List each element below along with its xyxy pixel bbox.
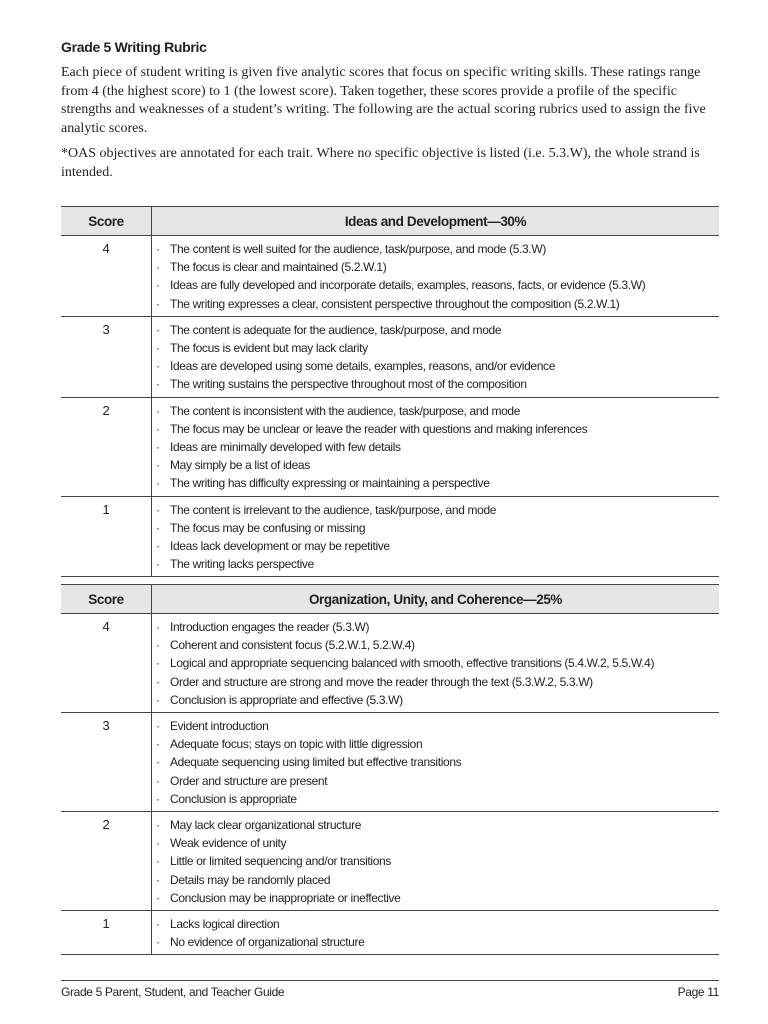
- rubric-row-score-1: [61, 911, 719, 955]
- criterion-text: May simply be a list of ideas: [170, 458, 310, 473]
- list-item: [156, 420, 719, 438]
- bullet-icon: ·: [156, 520, 160, 535]
- criteria-cell: [152, 496, 720, 577]
- criteria-cell: [152, 236, 720, 317]
- rubric-row-score-2: [61, 397, 719, 496]
- list-item: [156, 753, 719, 771]
- bullet-icon: ·: [156, 421, 160, 436]
- bullet-icon: ·: [156, 773, 160, 788]
- bullet-icon: ·: [156, 719, 160, 734]
- criteria-list: [156, 402, 719, 493]
- table-header-row: [61, 585, 719, 614]
- list-item: [156, 339, 719, 357]
- criteria-list: [156, 618, 719, 709]
- bullet-icon: ·: [156, 737, 160, 752]
- bullet-icon: ·: [156, 890, 160, 905]
- criterion-text: Lacks logical direction: [170, 917, 280, 932]
- rubric-table-body: [61, 614, 719, 955]
- list-item: [156, 654, 719, 672]
- rubric-row-score-3: [61, 316, 719, 397]
- bullet-icon: ·: [156, 322, 160, 337]
- score-column-header: Score: [61, 585, 152, 614]
- score-value: 1: [61, 911, 152, 955]
- bullet-icon: ·: [156, 656, 160, 671]
- list-item: [156, 402, 719, 420]
- list-item: [156, 790, 719, 808]
- bullet-icon: ·: [156, 403, 160, 418]
- criterion-text: Logical and appropriate sequencing balanced with smooth, effective transitions (5.4.W.2, 5.5.W.4): [170, 656, 655, 671]
- page-title: Grade 5 Writing Rubric: [61, 39, 207, 55]
- rubric-table-body: [61, 236, 719, 577]
- list-item: [156, 933, 719, 951]
- bullet-icon: ·: [156, 260, 160, 275]
- bullet-icon: ·: [156, 755, 160, 770]
- list-item: [156, 618, 719, 636]
- list-item: [156, 772, 719, 790]
- criterion-text: The writing sustains the perspective throughout most of the composition: [170, 377, 527, 392]
- list-item: [156, 438, 719, 456]
- bullet-icon: ·: [156, 476, 160, 491]
- bullet-icon: ·: [156, 377, 160, 392]
- criterion-text: Order and structure are strong and move the reader through the text (5.3.W.2, 5.3.W): [170, 674, 593, 689]
- footer-page-number: Page 11: [677, 985, 719, 999]
- criterion-text: Ideas are developed using some details, examples, reasons, and/or evidence: [170, 359, 556, 374]
- rubric-row-score-3: [61, 713, 719, 812]
- criterion-text: Ideas are minimally developed with few details: [170, 440, 401, 455]
- score-value: 2: [61, 812, 152, 911]
- bullet-icon: ·: [156, 278, 160, 293]
- criterion-text: Coherent and consistent focus (5.2.W.1, 5.2.W.4): [170, 638, 415, 653]
- list-item: [156, 717, 719, 735]
- oas-note: *OAS objectives are annotated for each trait. Where no specific objective is listed (i.e. 5.3.W), the whole strand is intended.: [61, 146, 700, 180]
- score-column-header: Score: [61, 207, 152, 236]
- bullet-icon: ·: [156, 638, 160, 653]
- criterion-text: Details may be randomly placed: [170, 872, 331, 887]
- score-value: 4: [61, 236, 152, 317]
- criteria-cell: [152, 713, 720, 812]
- criterion-text: The focus may be confusing or missing: [170, 520, 366, 535]
- table-header-row: [61, 207, 719, 236]
- criterion-text: Adequate focus; stays on topic with little digression: [170, 737, 423, 752]
- bullet-icon: ·: [156, 341, 160, 356]
- list-item: [156, 375, 719, 393]
- score-value: 3: [61, 316, 152, 397]
- criterion-text: The content is adequate for the audience, task/purpose, and mode: [170, 322, 502, 337]
- criterion-text: Order and structure are present: [170, 773, 328, 788]
- list-item: [156, 501, 719, 519]
- bullet-icon: ·: [156, 872, 160, 887]
- rubric-row-score-2: [61, 812, 719, 911]
- criteria-list: [156, 240, 719, 313]
- criteria-cell: [152, 316, 720, 397]
- ideas-development-rubric-table: [61, 206, 719, 577]
- criterion-text: Conclusion may be inappropriate or ineffective: [170, 890, 401, 905]
- bullet-icon: ·: [156, 242, 160, 256]
- criterion-text: The focus is clear and maintained (5.2.W.1): [170, 260, 387, 275]
- bullet-icon: ·: [156, 557, 160, 572]
- criterion-text: Weak evidence of unity: [170, 836, 287, 851]
- list-item: [156, 673, 719, 691]
- criterion-text: Conclusion is appropriate: [170, 791, 297, 806]
- criterion-text: The focus is evident but may lack clarity: [170, 341, 368, 356]
- criterion-text: The writing expresses a clear, consistent perspective throughout the composition (5.2.W.1): [170, 296, 620, 311]
- criterion-text: May lack clear organizational structure: [170, 818, 362, 833]
- list-item: [156, 519, 719, 537]
- criteria-cell: [152, 614, 720, 713]
- criteria-list: [156, 321, 719, 394]
- list-item: [156, 240, 719, 258]
- bullet-icon: ·: [156, 791, 160, 806]
- bullet-icon: ·: [156, 674, 160, 689]
- criterion-text: No evidence of organizational structure: [170, 935, 365, 950]
- criterion-text: The content is irrelevant to the audience, task/purpose, and mode: [170, 502, 497, 517]
- list-item: [156, 636, 719, 654]
- criterion-text: Ideas lack development or may be repetitive: [170, 539, 390, 554]
- list-item: [156, 852, 719, 870]
- intro-paragraph: Each piece of student writing is given five analytic scores that focus on specific writing skills. These ratings range from 4 (the highest score) to 1 (the lowest score). Taken together, these scores provide a profile of the specific strengths and weaknesses of a student’s writing. The following are the actual scoring rubrics used to assign the five analytic scores.: [61, 65, 706, 136]
- bullet-icon: ·: [156, 836, 160, 851]
- score-value: 3: [61, 713, 152, 812]
- criteria-list: [156, 717, 719, 808]
- criteria-list: [156, 816, 719, 907]
- list-item: [156, 357, 719, 375]
- criteria-cell: [152, 911, 720, 955]
- list-item: [156, 871, 719, 889]
- criterion-text: The content is inconsistent with the audience, task/purpose, and mode: [170, 403, 521, 418]
- bullet-icon: ·: [156, 854, 160, 869]
- bullet-icon: ·: [156, 502, 160, 517]
- trait-column-header: Organization, Unity, and Coherence—25%: [152, 585, 720, 614]
- criteria-cell: [152, 812, 720, 911]
- list-item: [156, 295, 719, 313]
- page-footer: [61, 980, 719, 999]
- bullet-icon: ·: [156, 539, 160, 554]
- criterion-text: The content is well suited for the audience, task/purpose, and mode (5.3.W): [170, 242, 546, 256]
- list-item: [156, 735, 719, 753]
- criterion-text: Conclusion is appropriate and effective (5.3.W): [170, 692, 403, 707]
- bullet-icon: ·: [156, 296, 160, 311]
- list-item: [156, 834, 719, 852]
- bullet-icon: ·: [156, 440, 160, 455]
- list-item: [156, 889, 719, 907]
- rubric-row-score-1: [61, 496, 719, 577]
- bullet-icon: ·: [156, 692, 160, 707]
- criterion-text: Introduction engages the reader (5.3.W): [170, 620, 370, 634]
- criteria-cell: [152, 397, 720, 496]
- footer-guide-title: Grade 5 Parent, Student, and Teacher Guide: [61, 985, 285, 999]
- score-value: 1: [61, 496, 152, 577]
- criterion-text: The focus may be unclear or leave the reader with questions and making inferences: [170, 421, 588, 436]
- list-item: [156, 474, 719, 492]
- criterion-text: Adequate sequencing using limited but effective transitions: [170, 755, 462, 770]
- organization-unity-coherence-rubric-table: [61, 584, 719, 955]
- list-item: [156, 691, 719, 709]
- list-item: [156, 537, 719, 555]
- trait-column-header: Ideas and Development—30%: [152, 207, 720, 236]
- bullet-icon: ·: [156, 359, 160, 374]
- criterion-text: Little or limited sequencing and/or transitions: [170, 854, 392, 869]
- score-value: 2: [61, 397, 152, 496]
- criterion-text: The writing has difficulty expressing or maintaining a perspective: [170, 476, 490, 491]
- bullet-icon: ·: [156, 935, 160, 950]
- criteria-list: [156, 915, 719, 951]
- list-item: [156, 321, 719, 339]
- bullet-icon: ·: [156, 818, 160, 833]
- bullet-icon: ·: [156, 917, 160, 932]
- rubric-row-score-4: [61, 614, 719, 713]
- list-item: [156, 816, 719, 834]
- rubric-row-score-4: [61, 236, 719, 317]
- criterion-text: The writing lacks perspective: [170, 557, 314, 572]
- bullet-icon: ·: [156, 458, 160, 473]
- list-item: [156, 456, 719, 474]
- criterion-text: Ideas are fully developed and incorporate details, examples, reasons, facts, or evidence (5.3.W): [170, 278, 646, 293]
- bullet-icon: ·: [156, 620, 160, 634]
- list-item: [156, 276, 719, 294]
- list-item: [156, 915, 719, 933]
- criterion-text: Evident introduction: [170, 719, 269, 734]
- list-item: [156, 555, 719, 573]
- list-item: [156, 258, 719, 276]
- intro-section: [61, 36, 719, 182]
- criteria-list: [156, 501, 719, 574]
- score-value: 4: [61, 614, 152, 713]
